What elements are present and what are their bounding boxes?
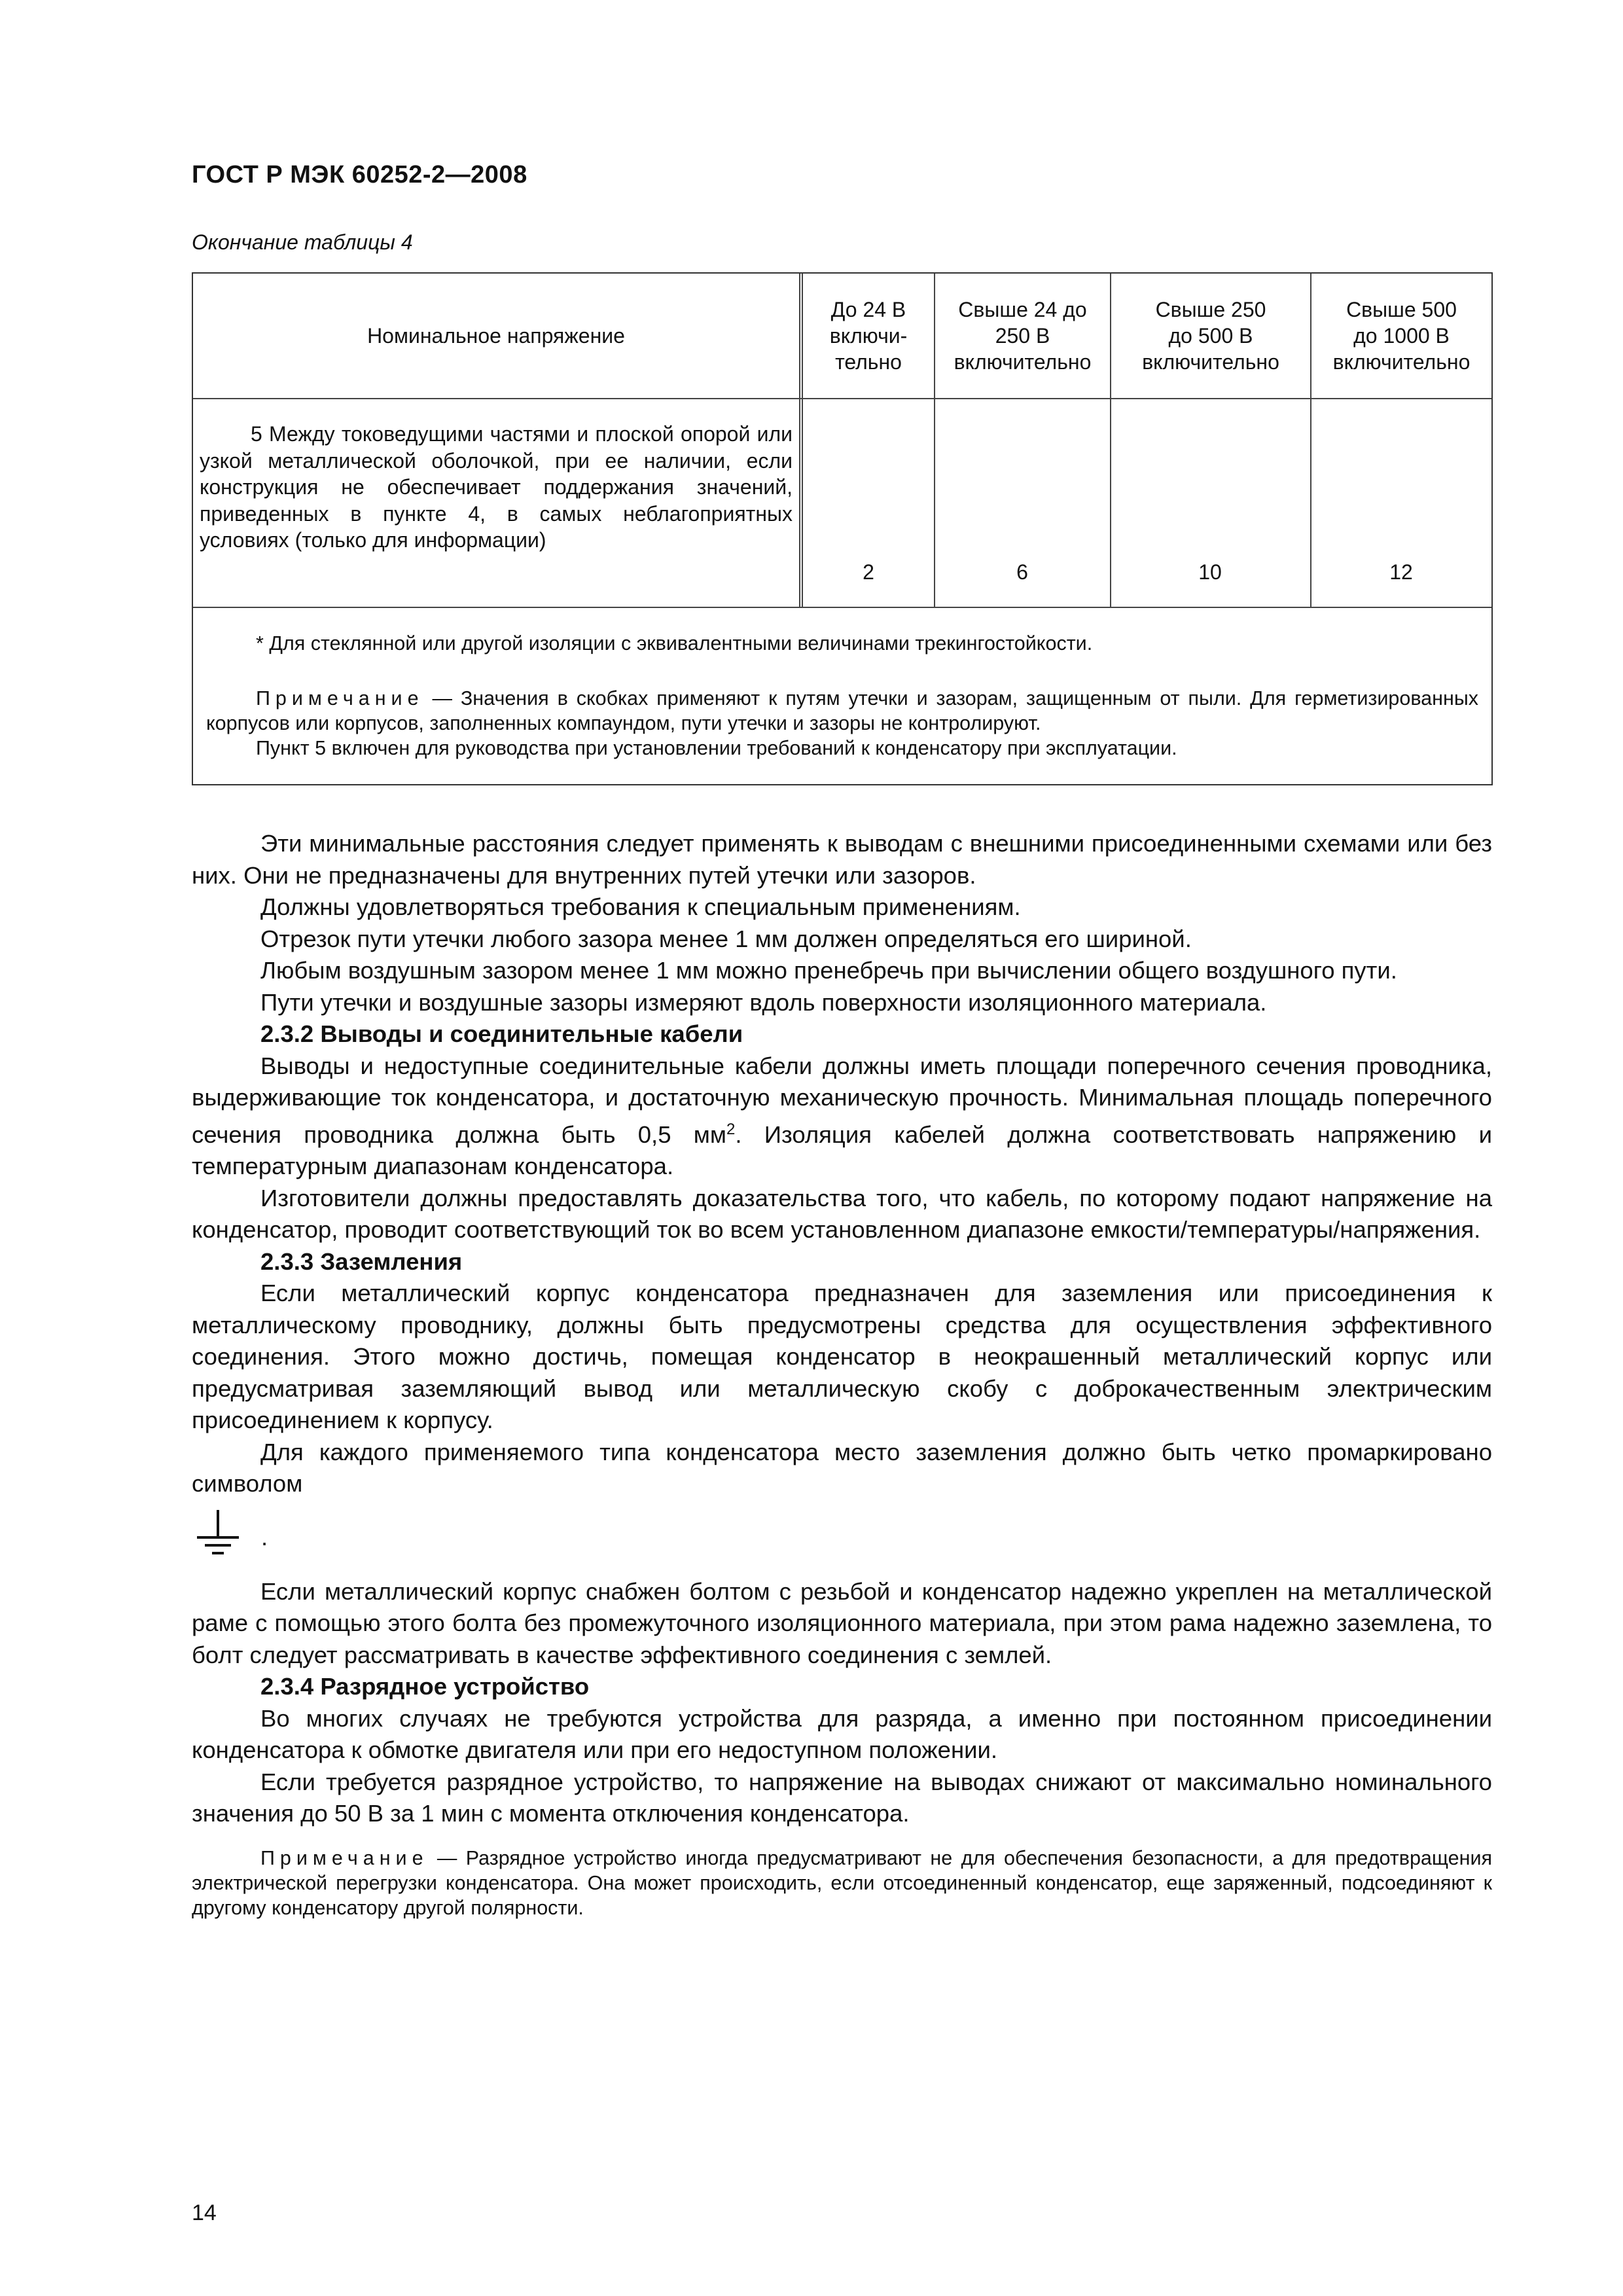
table-row-5-description: 5 Между токоведущими частями и плоской опорой или узкой металлической оболочкой, при ее наличии, если конструкция не обеспечивает поддержания значений, приведенных в пункте 4, в самых неблагоприятных условиях (только для информации) bbox=[200, 422, 793, 552]
table-cell-value: 6 bbox=[1016, 560, 1028, 584]
section-heading-2-3-4: 2.3.4 Разрядное устройство bbox=[260, 1673, 590, 1700]
paragraph: Эти минимальные расстояния следует применять к выводам с внешними присоединенными схемами или без них. Они не предназначены для внутренних путей утечки или зазоров. bbox=[192, 830, 1492, 889]
paragraph: Изготовители должны предоставлять доказательства того, что кабель, по которому подают напряжение на конденсатор, проводит соответствующий ток во всем установленном диапазоне емкости/температуры/напряжения. bbox=[192, 1184, 1492, 1244]
table-divider bbox=[799, 274, 803, 607]
superscript: 2 bbox=[726, 1120, 736, 1138]
table-footnote: * Для стеклянной или другой изоляции с эквивалентными величинами трекингостойкости. bbox=[256, 632, 1093, 655]
section-heading-2-3-2: 2.3.2 Выводы и соединительные кабели bbox=[260, 1020, 743, 1047]
document-header: ГОСТ Р МЭК 60252-2—2008 bbox=[192, 161, 527, 188]
paragraph: Отрезок пути утечки любого зазора менее 1 мм должен определяться его шириной. bbox=[260, 925, 1192, 952]
header-cell-upto-24: До 24 В включи- тельно bbox=[829, 298, 908, 374]
symbol-line-end: . bbox=[261, 1524, 268, 1551]
table-note bbox=[206, 686, 1478, 736]
table-4 bbox=[192, 272, 1493, 785]
table-cell-value: 12 bbox=[1389, 560, 1413, 584]
paragraph: Пути утечки и воздушные зазоры измеряют вдоль поверхности изоляционного материала. bbox=[260, 988, 1267, 1016]
table-note-2: Пункт 5 включен для руководства при установлении требований к конденсатору при эксплуатации. bbox=[256, 737, 1177, 759]
paragraph: Любым воздушным зазором менее 1 мм можно пренебречь при вычислении общего воздушного пути. bbox=[260, 957, 1397, 984]
header-cell-voltage: Номинальное напряжение bbox=[367, 324, 625, 348]
paragraph: Должны удовлетворяться требования к специальным применениям. bbox=[260, 893, 1021, 920]
paragraph: Во многих случаях не требуются устройства для разряда, а именно при постоянном присоединении конденсатора к обмотке двигателя или при его недоступном положении. bbox=[192, 1704, 1492, 1764]
paragraph bbox=[192, 1050, 1492, 1183]
ground-symbol-line bbox=[192, 1500, 1492, 1576]
header-cell-500-1000: Свыше 500 до 1000 В включительно bbox=[1332, 298, 1471, 374]
ground-icon bbox=[192, 1507, 244, 1568]
paragraph-part: Выводы и недоступные соединительные кабели должны иметь площади поперечного сечения проводника, выдерживающие ток конденсатора, и достаточную механическую прочность. Минимальная площадь поперечного сечения проводника должна быть 0,5 мм bbox=[192, 1052, 1492, 1148]
note-block bbox=[192, 1846, 1492, 1920]
header-cell-250-500: Свыше 250 до 500 В включительно bbox=[1142, 298, 1279, 374]
table-header-divider bbox=[193, 398, 1491, 399]
table-divider bbox=[934, 274, 935, 607]
paragraph: Если металлический корпус конденсатора предназначен для заземления или присоединения к металлическому проводнику, должны быть предусмотрены средства для осуществления эффективного соединения. Этого можно достичь, помещая конденсатор в неокрашенный металлический корпус или предусматривая заземляющий вывод или металлическую скобу с доброкачественным электрическим присоединением к корпусу. bbox=[192, 1280, 1492, 1434]
page-number: 14 bbox=[192, 2200, 217, 2225]
note-text: — Значения в скобках применяют к путям утечки и зазорам, защищенным от пыли. Для герметизированных корпусов или корпусов, заполненных компаундом, пути утечки и зазоры не контролируют. bbox=[206, 687, 1478, 734]
table-cell-value: 10 bbox=[1198, 560, 1222, 584]
note-label: Примечание bbox=[256, 687, 424, 709]
paragraph: Если металлический корпус снабжен болтом с резьбой и конденсатор надежно укреплен на металлической раме с помощью этого болта без промежуточного изоляционного материала, при этом рама надежно заземлена, то болт следует рассматривать в качестве эффективного соединения с землей. bbox=[192, 1577, 1492, 1668]
note-text: — Разрядное устройство иногда предусматривают не для обеспечения безопасности, а для предотвращения электрической перегрузки конденсатора. Она может происходить, если отсоединенный конденсатор, еще заряженный, подсоединяют к другому конденсатору другой полярности. bbox=[192, 1846, 1492, 1919]
note-label: Примечание bbox=[260, 1846, 429, 1869]
paragraph-part: . Изоляция кабелей должна соответствовать напряжению и температурным диапазонам конденсатора. bbox=[192, 1121, 1492, 1180]
table-footer-divider bbox=[193, 607, 1491, 608]
paragraph: Для каждого применяемого типа конденсатора место заземления должно быть четко промаркировано символом bbox=[192, 1438, 1492, 1498]
table-divider bbox=[1110, 274, 1111, 607]
body-text bbox=[192, 828, 1492, 1920]
table-caption: Окончание таблицы 4 bbox=[192, 230, 413, 254]
header-cell-24-250: Свыше 24 до 250 В включительно bbox=[954, 298, 1092, 374]
table-cell-value: 2 bbox=[863, 560, 874, 584]
paragraph: Если требуется разрядное устройство, то напряжение на выводах снижают от максимально номинального значения до 50 В за 1 мин с момента отключения конденсатора. bbox=[192, 1768, 1492, 1827]
section-heading-2-3-3: 2.3.3 Заземления bbox=[260, 1247, 463, 1275]
